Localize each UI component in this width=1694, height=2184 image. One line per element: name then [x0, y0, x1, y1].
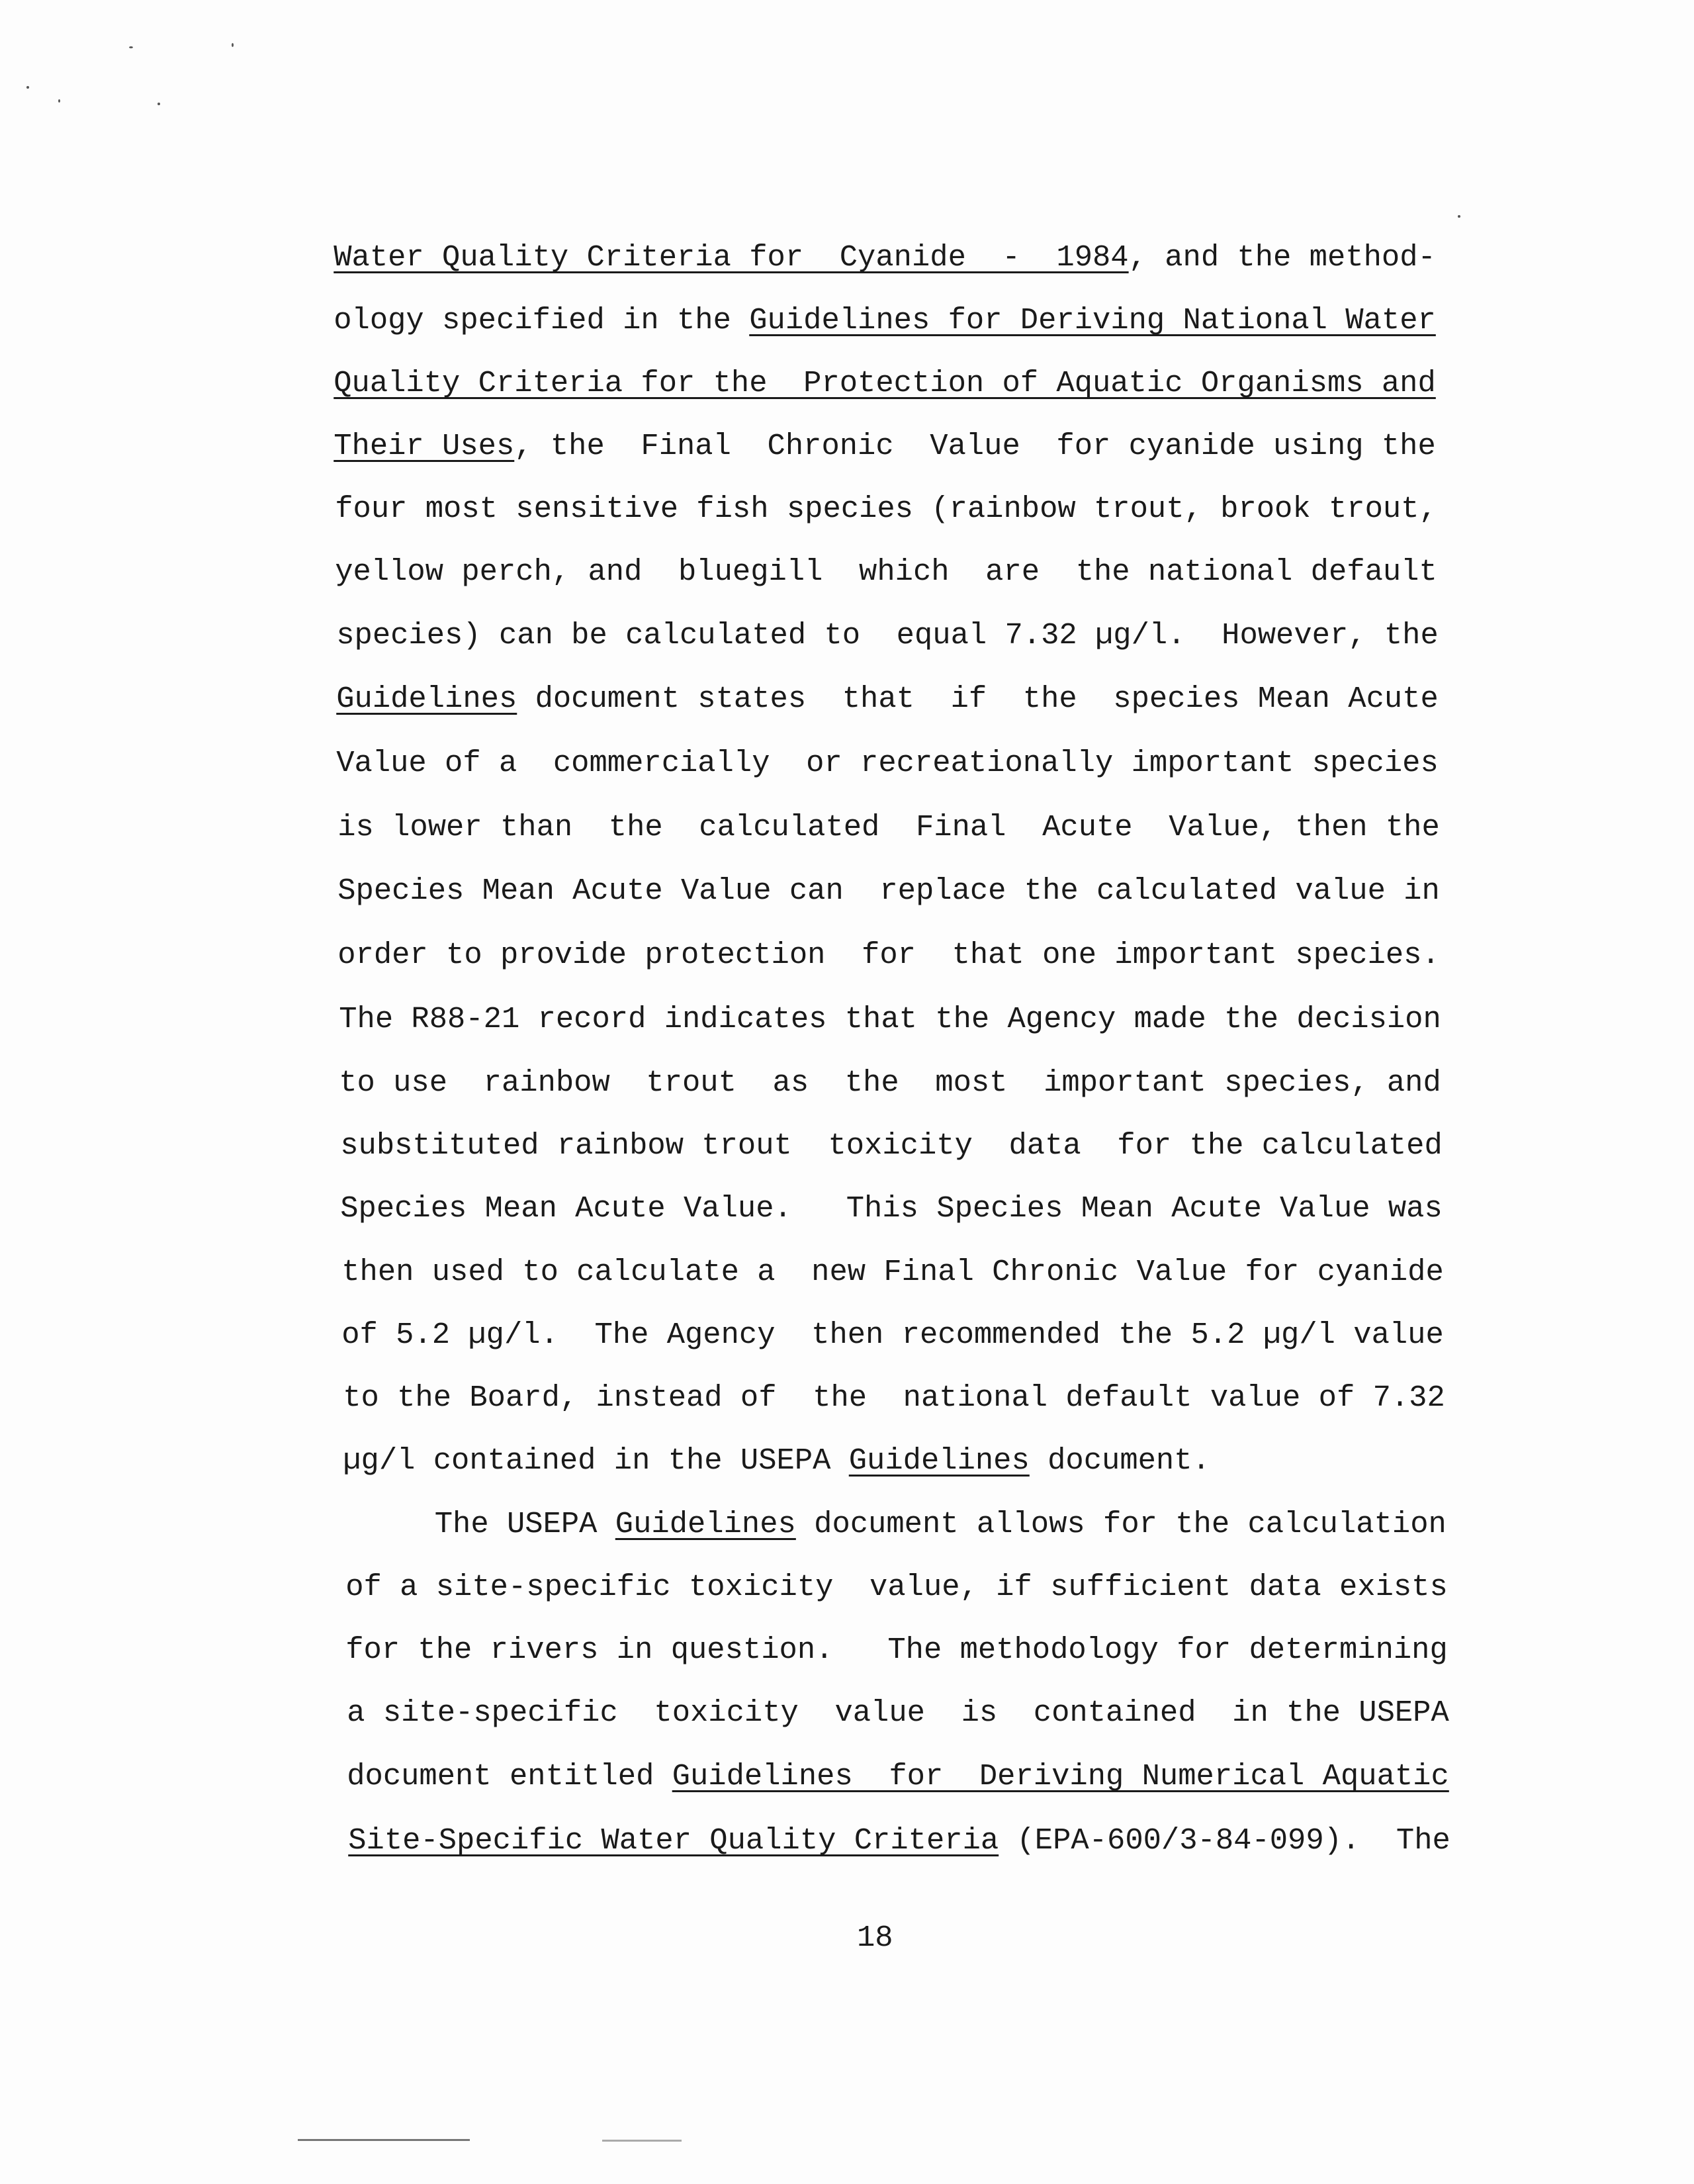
text-run: species) can be calculated to equal 7.32 µg/l. However, the	[336, 618, 1439, 653]
text-run: of 5.2 µg/l. The Agency then recommended the 5.2 µg/l value	[341, 1318, 1444, 1352]
text-run: , and the method-	[1128, 240, 1436, 275]
text-run: to use rainbow trout as the most important species, and	[339, 1066, 1441, 1100]
text-run: of a site-specific toxicity value, if sufficient data exists	[345, 1570, 1448, 1604]
scan-speck	[26, 86, 29, 89]
text-run: document entitled	[347, 1759, 672, 1794]
page-number: 18	[857, 1921, 893, 1955]
text-run: yellow perch, and bluegill which are the national default	[335, 555, 1437, 589]
document-title-reference: Site-Specific Water Quality Criteria	[348, 1823, 999, 1858]
text-run: µg/l contained in the USEPA	[343, 1443, 849, 1478]
text-run: document.	[1029, 1443, 1210, 1478]
text-run: substituted rainbow trout toxicity data for the calculated	[340, 1128, 1443, 1163]
text-run: The R88-21 record indicates that the Agency made the decision	[339, 1002, 1441, 1036]
text-run: ology specified in the	[334, 303, 750, 338]
document-title-reference: Water Quality Criteria for Cyanide - 1984	[334, 240, 1129, 275]
text-run: , the Final Chronic Value for cyanide using the	[514, 429, 1436, 463]
document-title-reference: Quality Criteria for the Protection of Aquatic Organisms and	[334, 366, 1436, 400]
document-title-reference: Guidelines for Deriving Numerical Aquatic	[672, 1759, 1449, 1794]
text-run: order to provide protection for that one important species.	[337, 938, 1440, 972]
text-run: (EPA-600/3-84-099). The	[999, 1823, 1450, 1858]
scan-speck	[58, 99, 60, 103]
scan-artifact-line	[602, 2140, 682, 2142]
document-title-reference: Their Uses	[334, 429, 515, 463]
text-run: a site-specific toxicity value is contained in the USEPA	[347, 1696, 1449, 1730]
scan-artifact-line	[298, 2139, 470, 2141]
scan-speck	[1458, 215, 1460, 218]
document-title-reference: Guidelines	[615, 1507, 796, 1541]
text-run: The USEPA	[344, 1507, 615, 1541]
text-run: to the Board, instead of the national default value of 7.32	[343, 1381, 1445, 1415]
scan-speck	[157, 103, 160, 105]
text-run: for the rivers in question. The methodology for determining	[345, 1633, 1448, 1667]
text-run: document states that if the species Mean Acute	[517, 682, 1439, 716]
text-run: is lower than the calculated Final Acute Value, then the	[337, 810, 1440, 844]
text-run: Species Mean Acute Value. This Species Mean Acute Value was	[340, 1191, 1443, 1226]
text-run: four most sensitive fish species (rainbow trout, brook trout,	[335, 492, 1437, 526]
scan-speck	[232, 43, 234, 47]
text-run: Value of a commercially or recreationally important species	[336, 746, 1439, 780]
text-run: document allows for the calculation	[795, 1507, 1447, 1541]
text-run: then used to calculate a new Final Chronic Value for cyanide	[341, 1255, 1444, 1289]
scan-speck	[129, 46, 133, 48]
text-run: Species Mean Acute Value can replace the calculated value in	[337, 874, 1440, 908]
text-line	[276, 1785, 1450, 1896]
document-title-reference: Guidelines	[848, 1443, 1030, 1478]
document-title-reference: Guidelines for Deriving National Water	[749, 303, 1436, 338]
document-title-reference: Guidelines	[336, 682, 517, 716]
